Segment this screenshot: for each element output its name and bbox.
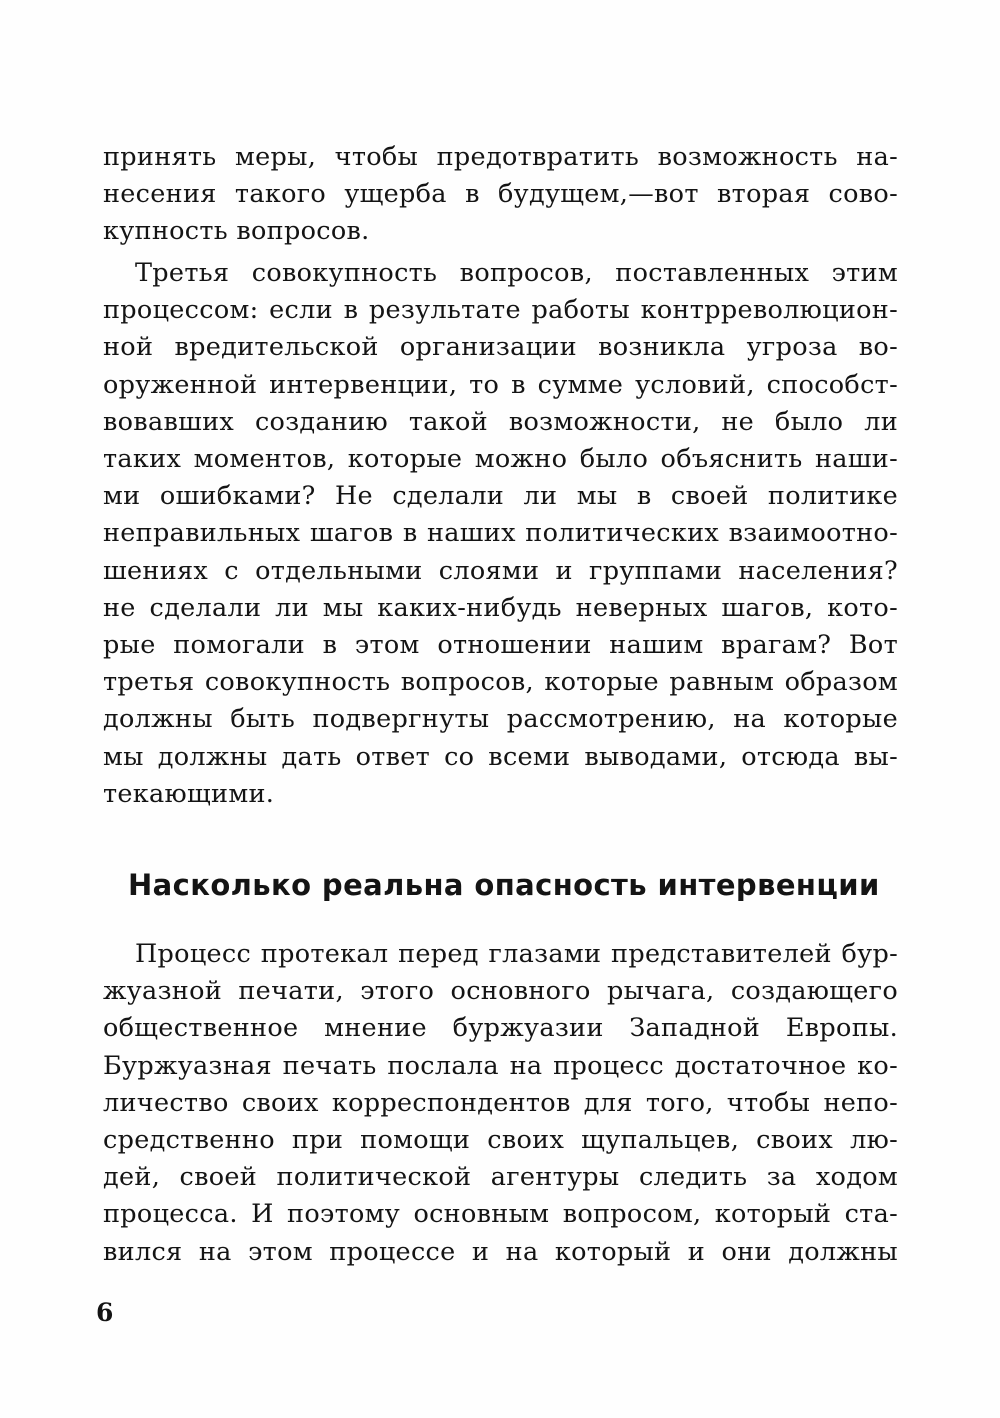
text-line: таких моментов, которые можно было объяснить наши- (103, 444, 898, 475)
text-line: средственно при помощи своих щупальцев, своих лю- (103, 1125, 898, 1156)
text-line: ной вредительской организации возникла угроза во- (103, 332, 898, 363)
text-line: общественное мнение буржуазии Западной Европы. (103, 1013, 898, 1044)
text-line: купность вопросов. (103, 216, 370, 247)
section-heading: Насколько реальна опасность интервенции (128, 868, 880, 902)
text-line: дей, своей политической агентуры следить за ходом (103, 1162, 898, 1193)
text-line: оруженной интервенции, то в сумме условий, способст- (103, 369, 898, 400)
text-line: вился на этом процессе и на который и они должны (103, 1236, 898, 1267)
text-line: шениях с отдельными слоями и группами населения? (103, 555, 898, 586)
text-line: несения такого ущерба в будущем,—вот вторая сово- (103, 179, 898, 210)
text-line: вовавших созданию такой возможности, не было ли (103, 406, 898, 437)
text-line: мы должны дать ответ со всеми выводами, отсюда вы- (103, 741, 898, 772)
text-line: текающими. (103, 778, 275, 809)
text-line: принять меры, чтобы предотвратить возможность на- (103, 142, 898, 172)
text-line: Процесс протекал перед глазами представителей бур- (135, 939, 898, 969)
text-line: ми ошибками? Не сделали ли мы в своей политике (103, 481, 898, 512)
page-number: 6 (96, 1298, 114, 1327)
text-line: Буржуазная печать послала на процесс достаточное ко- (103, 1050, 898, 1081)
text-line: не сделали ли мы каких-нибудь неверных шагов, кото- (103, 592, 898, 623)
text-line: Третья совокупность вопросов, поставленных этим (135, 258, 898, 288)
text-line: третья совокупность вопросов, которые равным образом (103, 667, 898, 698)
paragraph-3 (103, 936, 898, 1271)
text-line: процессом: если в результате работы контрреволюцион- (103, 295, 898, 326)
text-line: должны быть подвергнуты рассмотрению, на которые (103, 704, 898, 735)
text-line: процесса. И поэтому основным вопросом, который ста- (103, 1199, 898, 1230)
text-line: неправильных шагов в наших политических взаимоотно- (103, 518, 898, 549)
paragraph-1 (103, 139, 898, 251)
text-line: личество своих корреспондентов для того, чтобы непо- (103, 1087, 898, 1118)
text-line: рые помогали в этом отношении нашим врагам? Вот (103, 630, 898, 661)
paragraph-2 (103, 255, 898, 813)
text-line: жуазной печати, этого основного рычага, создающего (103, 976, 898, 1007)
